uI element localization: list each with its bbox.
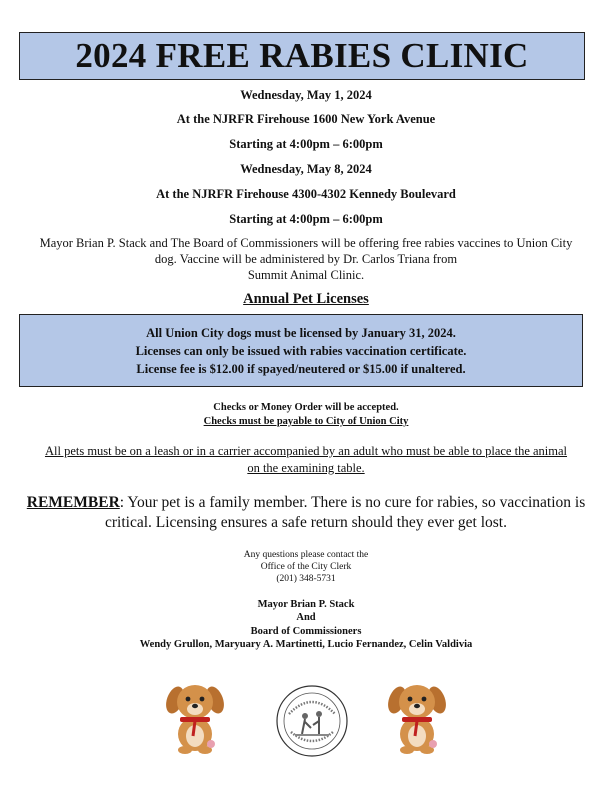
clinic-2-time: Starting at 4:00pm – 6:00pm [229,212,383,226]
payment-accepted: Checks or Money Order will be accepted. [213,402,399,413]
payment-payable: Checks must be payable to City of Union City [203,416,409,427]
dog-icon [385,680,449,756]
license-info-box [19,314,583,387]
contact-line: Any questions please contact the [243,550,369,560]
remember-text: : Your pet is a family member. There is no cure for rabies, so vaccination is [119,494,586,511]
remember-label: REMEMBER [26,494,120,511]
licenses-heading: Annual Pet Licenses [243,291,369,307]
intro-line: dog. Vaccine will be administered by Dr. Carlos Triana from [154,252,458,266]
page-title: 2024 FREE RABIES CLINIC [19,32,585,80]
signature-board: Board of Commissioners [250,626,362,637]
clinic-1-time: Starting at 4:00pm – 6:00pm [229,137,383,151]
remember-paragraph [22,493,590,533]
contact-office: Office of the City Clerk [260,562,352,572]
clinic-2-date: Wednesday, May 8, 2024 [240,162,372,176]
leash-notice [20,443,592,477]
license-line: License fee is $12.00 if spayed/neutered or $15.00 if unaltered. [136,361,466,376]
signature-mayor: Mayor Brian P. Stack [257,599,355,610]
dog-icon [163,680,227,756]
clinic-2-location: At the NJRFR Firehouse 4300-4302 Kennedy Boulevard [156,187,456,201]
intro-line: Summit Animal Clinic. [247,268,365,282]
clinic-1-location: At the NJRFR Firehouse 1600 New York Avenue [176,112,436,126]
leash-line: on the examining table. [247,461,365,475]
city-seal-icon [275,684,349,758]
intro-paragraph [18,235,594,283]
intro-line: Mayor Brian P. Stack and The Board of Commissioners will be offering free rabies vaccines to Union City [39,236,573,250]
contact-phone: (201) 348-5731 [276,574,336,584]
license-line: All Union City dogs must be licensed by January 31, 2024. [146,325,456,340]
leash-line: All pets must be on a leash or in a carrier accompanied by an adult who must be able to place the animal [44,444,568,458]
signature-and: And [296,612,316,623]
clinic-1-date: Wednesday, May 1, 2024 [240,88,372,102]
license-line: Licenses can only be issued with rabies vaccination certificate. [135,343,467,358]
remember-text: critical. Licensing ensures a safe return should they ever get lost. [104,514,507,531]
signature-members: Wendy Grullon, Maryuary A. Martinetti, Lucio Fernandez, Celin Valdivia [139,639,473,650]
